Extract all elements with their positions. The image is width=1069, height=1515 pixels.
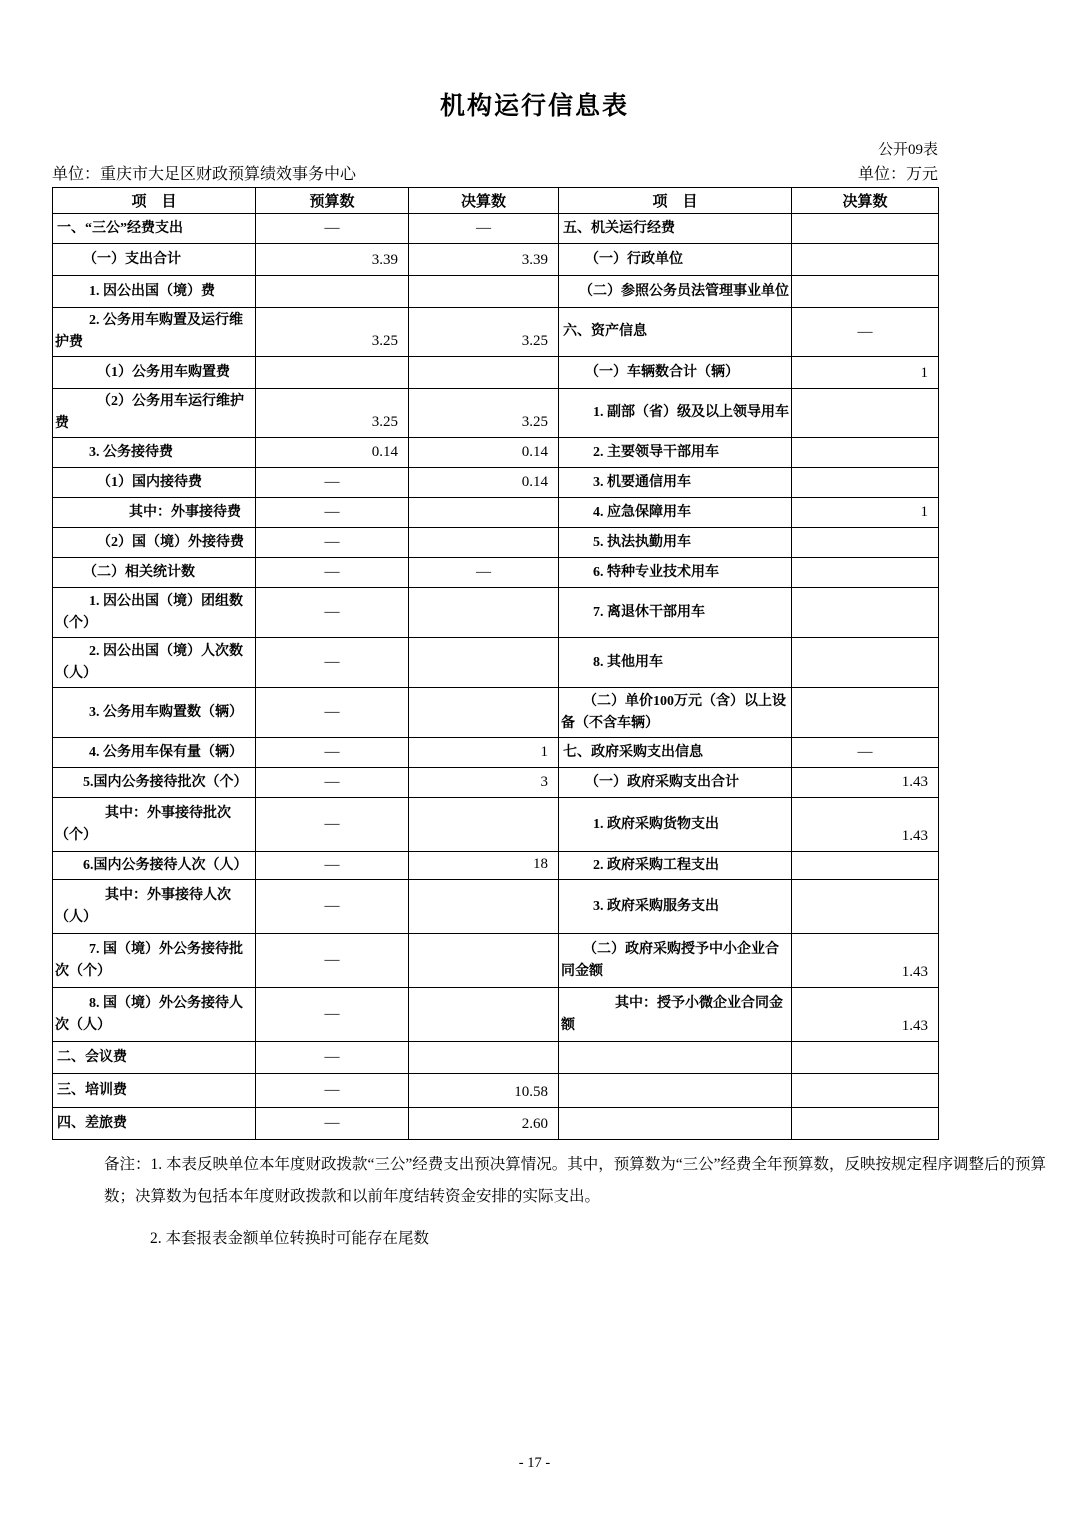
budget-value: 3.39 bbox=[256, 244, 409, 276]
table-row bbox=[53, 276, 939, 308]
final-value bbox=[409, 588, 559, 638]
item-label: （二）单价100万元（含）以上设备（不含车辆） bbox=[559, 688, 792, 738]
final-value bbox=[792, 528, 939, 558]
item-label: 4. 公务用车保有量（辆） bbox=[53, 738, 256, 768]
item-label: （二）参照公务员法管理事业单位 bbox=[559, 276, 792, 308]
table-body bbox=[53, 214, 939, 1140]
table-row bbox=[53, 389, 939, 438]
item-label: 其中：外事接待人次（人） bbox=[53, 880, 256, 934]
item-label: 6.国内公务接待人次（人） bbox=[53, 852, 256, 880]
item-label: 2. 政府采购工程支出 bbox=[559, 852, 792, 880]
item-label bbox=[559, 1042, 792, 1074]
table-header-row bbox=[53, 188, 939, 214]
item-label: （2）公务用车运行维护费 bbox=[53, 389, 256, 438]
budget-value bbox=[256, 276, 409, 308]
table-row bbox=[53, 244, 939, 276]
budget-value: — bbox=[256, 738, 409, 768]
final-value bbox=[409, 528, 559, 558]
final-value: 3.25 bbox=[409, 389, 559, 438]
table-row bbox=[53, 852, 939, 880]
item-label: 其中：外事接待费 bbox=[53, 498, 256, 528]
final-value: 18 bbox=[409, 852, 559, 880]
item-label: 8. 其他用车 bbox=[559, 638, 792, 688]
item-label: 1. 因公出国（境）费 bbox=[53, 276, 256, 308]
table-row bbox=[53, 688, 939, 738]
item-label bbox=[559, 1074, 792, 1108]
note-line: 备注：1. 本表反映单位本年度财政拨款“三公”经费支出预决算情况。其中，预算数为“三公”经费全年预算数，反映按规定程序调整后的预算数；决算数为包括本年度财政拨款和以前年度结转资金安排的实际支出。 bbox=[104, 1156, 1047, 1205]
item-label: 七、政府采购支出信息 bbox=[559, 738, 792, 768]
table-row bbox=[53, 1108, 939, 1140]
final-value bbox=[409, 688, 559, 738]
budget-value: 3.25 bbox=[256, 389, 409, 438]
table-row bbox=[53, 798, 939, 852]
col-header-item-right: 项 目 bbox=[559, 188, 792, 214]
final-value bbox=[792, 688, 939, 738]
final-value bbox=[792, 852, 939, 880]
budget-value: 3.25 bbox=[256, 308, 409, 357]
final-value bbox=[792, 588, 939, 638]
table-row bbox=[53, 498, 939, 528]
final-value: — bbox=[792, 738, 939, 768]
final-value bbox=[792, 880, 939, 934]
budget-value: — bbox=[256, 880, 409, 934]
final-value bbox=[792, 276, 939, 308]
table-row bbox=[53, 934, 939, 988]
item-label: 3. 公务用车购置数（辆） bbox=[53, 688, 256, 738]
final-value bbox=[409, 988, 559, 1042]
col-header-final-right: 决算数 bbox=[792, 188, 939, 214]
budget-value: — bbox=[256, 1042, 409, 1074]
final-value: 0.14 bbox=[409, 468, 559, 498]
final-value bbox=[409, 880, 559, 934]
item-label: （2）国（境）外接待费 bbox=[53, 528, 256, 558]
form-code: 公开09表 bbox=[877, 142, 938, 158]
table-row bbox=[53, 738, 939, 768]
final-value: 1 bbox=[792, 498, 939, 528]
final-value: 1.43 bbox=[792, 768, 939, 798]
table-row bbox=[53, 988, 939, 1042]
item-label: 7. 离退休干部用车 bbox=[559, 588, 792, 638]
item-label: 四、差旅费 bbox=[53, 1108, 256, 1140]
page-number: - 17 - bbox=[518, 1455, 551, 1471]
final-value: 3 bbox=[409, 768, 559, 798]
item-label: （1）国内接待费 bbox=[53, 468, 256, 498]
item-label: 1. 副部（省）级及以上领导用车 bbox=[559, 389, 792, 438]
final-value bbox=[792, 638, 939, 688]
final-value: 3.25 bbox=[409, 308, 559, 357]
budget-value: — bbox=[256, 852, 409, 880]
budget-value: — bbox=[256, 688, 409, 738]
final-value bbox=[409, 357, 559, 389]
item-label: 2. 因公出国（境）人次数（人） bbox=[53, 638, 256, 688]
item-label: 其中：外事接待批次（个） bbox=[53, 798, 256, 852]
unit-name-label: 单位：重庆市大足区财政预算绩效事务中心 bbox=[52, 166, 357, 183]
budget-value: — bbox=[256, 468, 409, 498]
final-value bbox=[792, 1042, 939, 1074]
item-label: 三、培训费 bbox=[53, 1074, 256, 1108]
item-label: 2. 主要领导干部用车 bbox=[559, 438, 792, 468]
item-label: 4. 应急保障用车 bbox=[559, 498, 792, 528]
item-label: 1. 因公出国（境）团组数（个） bbox=[53, 588, 256, 638]
final-value: 0.14 bbox=[409, 438, 559, 468]
item-label: 3. 公务接待费 bbox=[53, 438, 256, 468]
final-value: 1.43 bbox=[792, 988, 939, 1042]
item-label: 3. 政府采购服务支出 bbox=[559, 880, 792, 934]
final-value bbox=[792, 1074, 939, 1108]
final-value: 2.60 bbox=[409, 1108, 559, 1140]
table-row bbox=[53, 528, 939, 558]
operation-info-table bbox=[52, 187, 939, 1140]
item-label bbox=[559, 1108, 792, 1140]
budget-value: — bbox=[256, 934, 409, 988]
item-label: 二、会议费 bbox=[53, 1042, 256, 1074]
item-label: （二）相关统计数 bbox=[53, 558, 256, 588]
budget-value bbox=[256, 357, 409, 389]
table-row bbox=[53, 768, 939, 798]
final-value: 1.43 bbox=[792, 798, 939, 852]
table-row bbox=[53, 1074, 939, 1108]
table-row bbox=[53, 438, 939, 468]
final-value bbox=[792, 214, 939, 244]
budget-value: — bbox=[256, 638, 409, 688]
note-line: 2. 本套报表金额单位转换时可能存在尾数 bbox=[150, 1230, 430, 1247]
item-label: （一）支出合计 bbox=[53, 244, 256, 276]
table-row bbox=[53, 558, 939, 588]
item-label: 6. 特种专业技术用车 bbox=[559, 558, 792, 588]
final-value bbox=[409, 934, 559, 988]
final-value: — bbox=[409, 214, 559, 244]
item-label: （1）公务用车购置费 bbox=[53, 357, 256, 389]
final-value bbox=[409, 1042, 559, 1074]
budget-value: — bbox=[256, 214, 409, 244]
final-value: — bbox=[792, 308, 939, 357]
table-row bbox=[53, 308, 939, 357]
final-value bbox=[409, 498, 559, 528]
budget-value: — bbox=[256, 1074, 409, 1108]
final-value: 1 bbox=[409, 738, 559, 768]
item-label: （一）政府采购支出合计 bbox=[559, 768, 792, 798]
final-value bbox=[409, 798, 559, 852]
final-value: 1.43 bbox=[792, 934, 939, 988]
final-value bbox=[409, 276, 559, 308]
col-header-item-left: 项 目 bbox=[53, 188, 256, 214]
item-label: 六、资产信息 bbox=[559, 308, 792, 357]
final-value: 1 bbox=[792, 357, 939, 389]
budget-value: — bbox=[256, 768, 409, 798]
item-label: 一、“三公”经费支出 bbox=[53, 214, 256, 244]
final-value bbox=[792, 244, 939, 276]
final-value: — bbox=[409, 558, 559, 588]
final-value bbox=[792, 389, 939, 438]
budget-value: — bbox=[256, 498, 409, 528]
budget-value: — bbox=[256, 558, 409, 588]
item-label: 5.国内公务接待批次（个） bbox=[53, 768, 256, 798]
final-value bbox=[409, 638, 559, 688]
item-label: （二）政府采购授予中小企业合同金额 bbox=[559, 934, 792, 988]
item-label: 1. 政府采购货物支出 bbox=[559, 798, 792, 852]
item-label: 3. 机要通信用车 bbox=[559, 468, 792, 498]
final-value bbox=[792, 1108, 939, 1140]
item-label: 8. 国（境）外公务接待人次（人） bbox=[53, 988, 256, 1042]
item-label: （一）车辆数合计（辆） bbox=[559, 357, 792, 389]
item-label: 其中：授予小微企业合同金额 bbox=[559, 988, 792, 1042]
unit-row bbox=[52, 161, 938, 187]
budget-value: — bbox=[256, 528, 409, 558]
final-value bbox=[792, 468, 939, 498]
table-row bbox=[53, 214, 939, 244]
final-value bbox=[792, 558, 939, 588]
table-row bbox=[53, 357, 939, 389]
item-label: 五、机关运行经费 bbox=[559, 214, 792, 244]
budget-value: — bbox=[256, 798, 409, 852]
budget-value: — bbox=[256, 588, 409, 638]
page-title: 机构运行信息表 bbox=[439, 93, 629, 120]
item-label: 7. 国（境）外公务接待批次（个） bbox=[53, 934, 256, 988]
col-header-final: 决算数 bbox=[409, 188, 559, 214]
item-label: 5. 执法执勤用车 bbox=[559, 528, 792, 558]
table-row bbox=[53, 880, 939, 934]
final-value bbox=[792, 438, 939, 468]
table-row bbox=[53, 588, 939, 638]
budget-value: — bbox=[256, 1108, 409, 1140]
budget-value: 0.14 bbox=[256, 438, 409, 468]
unit-currency-label: 单位：万元 bbox=[857, 166, 938, 183]
col-header-budget: 预算数 bbox=[256, 188, 409, 214]
notes-section bbox=[104, 1149, 1064, 1255]
budget-value: — bbox=[256, 988, 409, 1042]
item-label: （一）行政单位 bbox=[559, 244, 792, 276]
final-value: 10.58 bbox=[409, 1074, 559, 1108]
table-row bbox=[53, 468, 939, 498]
final-value: 3.39 bbox=[409, 244, 559, 276]
table-row bbox=[53, 1042, 939, 1074]
item-label: 2. 公务用车购置及运行维护费 bbox=[53, 308, 256, 357]
table-row bbox=[53, 638, 939, 688]
